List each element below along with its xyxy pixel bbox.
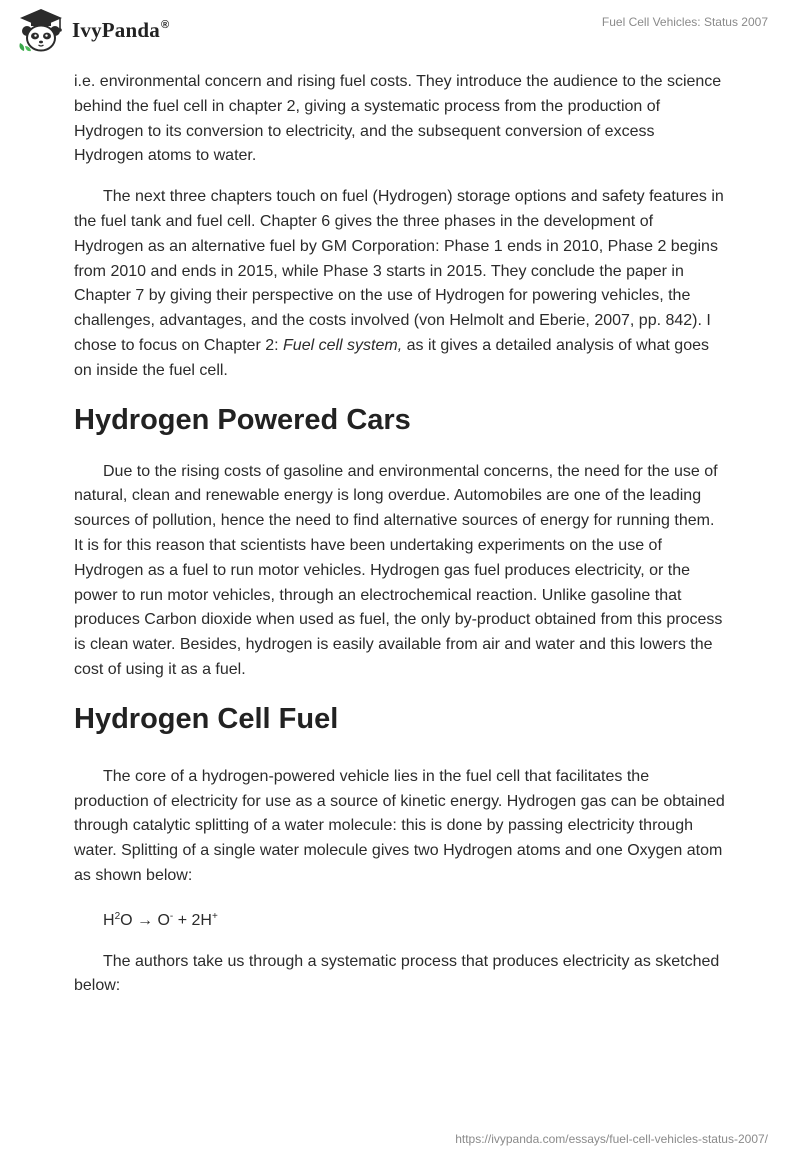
paragraph-2: The next three chapters touch on fuel (Hydrogen) storage options and safety features in the fuel tank and fuel cell. Chapter 6 gives the three phases in the development of Hydrogen as an alternative fuel by GM Corporation: Phase 1 ends in 2010, Phase 2 begins from 2010 and ends in 2015, while Phase 3 starts in 2015. They conclude the paper in Chapter 7 by giving their perspective on the use of Hydrogen for powering vehicles, the challenges, advantages, and the costs involved (von Helmolt and Eberie, 2007, pp. 842). I chose to focus on Chapter 2: Fuel cell system, as it gives a detailed analysis of what goes on inside the fuel cell. xyxy=(74,188,724,379)
paragraph-5: The authors take us through a systematic process that produces electricity as sketched below: xyxy=(74,952,720,995)
chemical-equation: $H^2O \to O^- + 2H^+$ xyxy=(103,910,218,929)
paragraph-4: The core of a hydrogen-powered vehicle lies in the fuel cell that facilitates the production of electricity for use as a source of kinetic energy. Hydrogen gas can be obtained through catalytic splitting of a water molecule: this is done by passing electricity through water. Splitting of a single water molecule gives two Hydrogen atoms and one Oxygen atom as shown below: xyxy=(74,767,725,884)
page-header xyxy=(0,0,800,70)
running-title: Fuel Cell Vehicles: Status 2007 xyxy=(601,15,768,29)
logo-wordmark: IvyPanda® xyxy=(72,17,170,42)
source-url[interactable]: https://ivypanda.com/essays/fuel-cell-vehicles-status-2007/ xyxy=(455,1132,768,1146)
ivypanda-logo[interactable] xyxy=(16,7,169,53)
panda-graduate-icon xyxy=(16,7,66,53)
heading-hydrogen-cell-fuel: Hydrogen Cell Fuel xyxy=(74,702,339,735)
essay-content xyxy=(74,70,726,1015)
heading-hydrogen-powered-cars: Hydrogen Powered Cars xyxy=(74,403,411,436)
paragraph-3: Due to the rising costs of gasoline and environmental concerns, the need for the use of natural, clean and renewable energy is long overdue. Automobiles are one of the leading sources of pollution, hence the need to find alternative sources of energy for running them. It is for this reason that scientists have been undertaking experiments on the use of Hydrogen as a fuel to run motor vehicles. Hydrogen gas fuel produces electricity, or the power to run motor vehicles, through an electrochemical reaction. Unlike gasoline that produces Carbon dioxide when used as fuel, the only by-product obtained from this process is clean water. Besides, hydrogen is easily available from air and water and this lowers the cost of using it as a fuel. xyxy=(74,462,723,678)
paragraph-1: i.e. environmental concern and rising fuel costs. They introduce the audience to the science behind the fuel cell in chapter 2, giving a systematic process from the production of Hydrogen to its conversion to electricity, and the subsequent conversion of excess Hydrogen atoms to water. xyxy=(74,73,722,165)
italic-title: Fuel cell system, xyxy=(283,336,403,354)
